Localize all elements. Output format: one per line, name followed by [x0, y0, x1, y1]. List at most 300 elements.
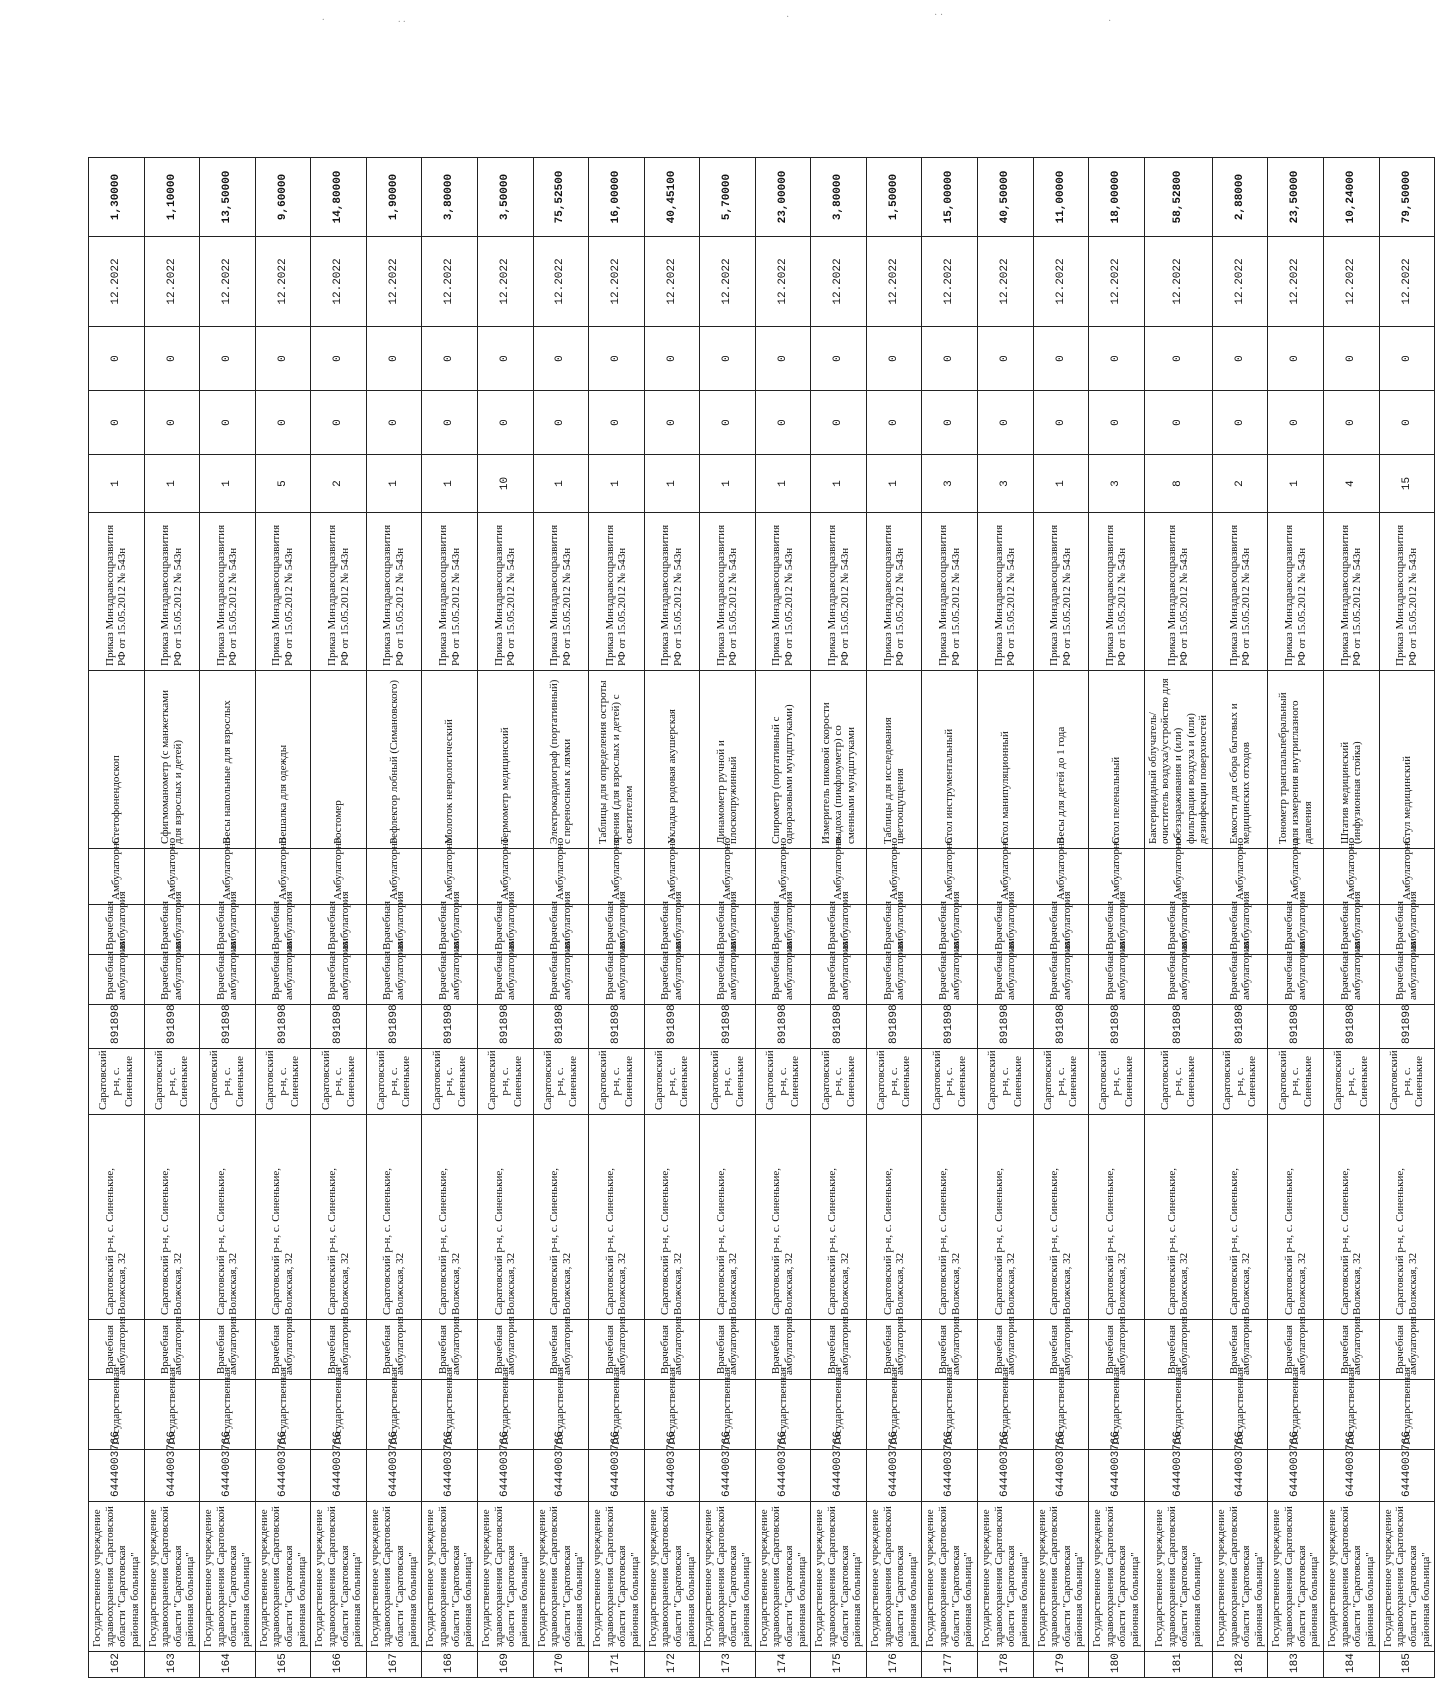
cell-row-number: 174: [755, 1652, 811, 1678]
cell-settlement-code: 891898: [644, 1005, 700, 1049]
cell-regulation-ref: Приказ Минздравсоцразвития РФ от 15.05.2012 № 543н: [477, 513, 533, 671]
cell-value-1: 0: [700, 391, 756, 455]
table-row: [755, 158, 811, 1678]
cell-settlement-code: 891898: [366, 1005, 422, 1049]
cell-inn-code: 6444003766: [144, 1450, 200, 1502]
cell-equipment-name: Ростомер: [311, 671, 367, 849]
table-row: [89, 158, 145, 1678]
cell-institution-name: Государственное учреждение здравоохранения Саратовской области "Саратовская районная больница": [255, 1502, 311, 1652]
cell-ownership-type: Государственная: [1089, 1380, 1145, 1450]
cell-quantity: 1: [589, 455, 645, 513]
cell-structure-type: Врачебная амбулатория: [755, 905, 811, 955]
cell-quantity: 1: [422, 455, 478, 513]
cell-care-conditions: Амбулаторно: [533, 849, 589, 905]
cell-locality: Саратовский р-н, с. Синенькие: [144, 1049, 200, 1115]
cell-value-2: 0: [533, 327, 589, 391]
cell-inn-code: 6444003766: [1212, 1450, 1268, 1502]
cell-cost: 15,00000: [922, 158, 978, 237]
cell-regulation-ref: Приказ Минздравсоцразвития РФ от 15.05.2012 № 543н: [1144, 513, 1212, 671]
cell-inn-code: 6444003766: [1033, 1450, 1089, 1502]
cell-inn-code: 6444003766: [366, 1450, 422, 1502]
cell-inn-code: 6444003766: [1089, 1450, 1145, 1502]
cell-equipment-name: Тонометр транспальпебральный для измерения внутриглазного давления: [1268, 671, 1324, 849]
cell-row-number: 172: [644, 1652, 700, 1678]
cell-equipment-name: Бактерицидный облучатель/очиститель воздуха/устройство для обеззараживания и (или) фильтрации воздуха и (или) дезинфекции поверхностей: [1144, 671, 1212, 849]
cell-unit-type: Врачебная амбулатория: [255, 1320, 311, 1380]
cell-structure-type: Врачебная амбулатория: [1033, 905, 1089, 955]
cell-structure-type: Врачебная амбулатория: [1324, 905, 1380, 955]
cell-settlement-code: 891898: [311, 1005, 367, 1049]
cell-settlement-code: 891898: [200, 1005, 256, 1049]
cell-institution-name: Государственное учреждение здравоохранения Саратовской области "Саратовская районная больница": [1089, 1502, 1145, 1652]
cell-row-number: 166: [311, 1652, 367, 1678]
cell-address: Саратовский р-н, с. Синенькие, Волжская, 32: [533, 1115, 589, 1320]
cell-date: 12.2022: [1089, 237, 1145, 327]
cell-equipment-name: Укладка родовая акушерская: [644, 671, 700, 849]
cell-address: Саратовский р-н, с. Синенькие, Волжская, 32: [1379, 1115, 1435, 1320]
cell-inn-code: 6444003766: [644, 1450, 700, 1502]
cell-equipment-name: Емкости для сбора бытовых и медицинских отходов: [1212, 671, 1268, 849]
cell-regulation-ref: Приказ Минздравсоцразвития РФ от 15.05.2012 № 543н: [700, 513, 756, 671]
cell-date: 12.2022: [200, 237, 256, 327]
cell-row-number: 167: [366, 1652, 422, 1678]
cell-date: 12.2022: [311, 237, 367, 327]
cell-cost: 16,00000: [589, 158, 645, 237]
cell-value-2: 0: [366, 327, 422, 391]
cell-value-1: 0: [200, 391, 256, 455]
equipment-table: [88, 157, 1435, 1678]
cell-regulation-ref: Приказ Минздравсоцразвития РФ от 15.05.2012 № 543н: [922, 513, 978, 671]
cell-quantity: 15: [1379, 455, 1435, 513]
cell-ownership-type: Государственная: [589, 1380, 645, 1450]
cell-value-1: 0: [644, 391, 700, 455]
cell-equipment-name: Стул медицинский: [1379, 671, 1435, 849]
cell-inn-code: 6444003766: [866, 1450, 922, 1502]
cell-cost: 13,50000: [200, 158, 256, 237]
cell-address: Саратовский р-н, с. Синенькие, Волжская, 32: [255, 1115, 311, 1320]
cell-locality: Саратовский р-н, с. Синенькие: [1033, 1049, 1089, 1115]
cell-settlement-code: 891898: [1033, 1005, 1089, 1049]
table-row: [644, 158, 700, 1678]
cell-value-2: 0: [477, 327, 533, 391]
cell-settlement-code: 891898: [533, 1005, 589, 1049]
cell-regulation-ref: Приказ Минздравсоцразвития РФ от 15.05.2012 № 543н: [1212, 513, 1268, 671]
cell-value-2: 0: [700, 327, 756, 391]
cell-ownership-type: Государственная: [366, 1380, 422, 1450]
cell-facility-type: Врачебная амбулатория: [589, 955, 645, 1005]
scan-speck: . .: [398, 14, 406, 25]
cell-regulation-ref: Приказ Минздравсоцразвития РФ от 15.05.2012 № 543н: [1379, 513, 1435, 671]
cell-locality: Саратовский р-н, с. Синенькие: [422, 1049, 478, 1115]
cell-unit-type: Врачебная амбулатория: [144, 1320, 200, 1380]
cell-locality: Саратовский р-н, с. Синенькие: [811, 1049, 867, 1115]
cell-unit-type: Врачебная амбулатория: [422, 1320, 478, 1380]
cell-institution-name: Государственное учреждение здравоохранения Саратовской области "Саратовская районная больница": [755, 1502, 811, 1652]
cell-value-1: 0: [422, 391, 478, 455]
cell-row-number: 162: [89, 1652, 145, 1678]
cell-quantity: 1: [200, 455, 256, 513]
cell-facility-type: Врачебная амбулатория: [200, 955, 256, 1005]
table-row: [1089, 158, 1145, 1678]
cell-quantity: 1: [755, 455, 811, 513]
cell-institution-name: Государственное учреждение здравоохранения Саратовской области "Саратовская районная больница": [1324, 1502, 1380, 1652]
cell-quantity: 1: [1268, 455, 1324, 513]
cell-settlement-code: 891898: [477, 1005, 533, 1049]
cell-value-2: 0: [644, 327, 700, 391]
cell-settlement-code: 891898: [255, 1005, 311, 1049]
cell-cost: 5,70000: [700, 158, 756, 237]
cell-equipment-name: Стол пеленальный: [1089, 671, 1145, 849]
cell-equipment-name: Спирометр (портативный с одноразовыми мундштуками): [755, 671, 811, 849]
cell-institution-name: Государственное учреждение здравоохранения Саратовской области "Саратовская районная больница": [422, 1502, 478, 1652]
cell-locality: Саратовский р-н, с. Синенькие: [533, 1049, 589, 1115]
table-row: [978, 158, 1034, 1678]
cell-value-1: 0: [144, 391, 200, 455]
cell-ownership-type: Государственная: [1268, 1380, 1324, 1450]
scan-speck: .: [322, 12, 325, 23]
cell-cost: 40,45100: [644, 158, 700, 237]
table-row: [477, 158, 533, 1678]
cell-unit-type: Врачебная амбулатория: [1268, 1320, 1324, 1380]
cell-inn-code: 6444003766: [422, 1450, 478, 1502]
cell-institution-name: Государственное учреждение здравоохранения Саратовской области "Саратовская районная больница": [1268, 1502, 1324, 1652]
cell-settlement-code: 891898: [1144, 1005, 1212, 1049]
cell-value-2: 0: [1324, 327, 1380, 391]
scan-speck: · ·: [934, 10, 944, 21]
cell-value-1: 0: [1089, 391, 1145, 455]
cell-regulation-ref: Приказ Минздравсоцразвития РФ от 15.05.2012 № 543н: [811, 513, 867, 671]
cell-value-2: 0: [811, 327, 867, 391]
cell-facility-type: Врачебная амбулатория: [1379, 955, 1435, 1005]
cell-value-2: 0: [89, 327, 145, 391]
cell-value-1: 0: [1324, 391, 1380, 455]
cell-locality: Саратовский р-н, с. Синенькие: [311, 1049, 367, 1115]
cell-cost: 18,00000: [1089, 158, 1145, 237]
cell-value-2: 0: [1033, 327, 1089, 391]
cell-locality: Саратовский р-н, с. Синенькие: [1212, 1049, 1268, 1115]
cell-regulation-ref: Приказ Минздравсоцразвития РФ от 15.05.2012 № 543н: [866, 513, 922, 671]
cell-settlement-code: 891898: [866, 1005, 922, 1049]
cell-row-number: 178: [978, 1652, 1034, 1678]
cell-date: 12.2022: [589, 237, 645, 327]
cell-address: Саратовский р-н, с. Синенькие, Волжская, 32: [922, 1115, 978, 1320]
cell-address: Саратовский р-н, с. Синенькие, Волжская, 32: [755, 1115, 811, 1320]
cell-ownership-type: Государственная: [1324, 1380, 1380, 1450]
table-row: [200, 158, 256, 1678]
cell-structure-type: Врачебная амбулатория: [422, 905, 478, 955]
cell-regulation-ref: Приказ Минздравсоцразвития РФ от 15.05.2012 № 543н: [533, 513, 589, 671]
table-row: [1212, 158, 1268, 1678]
cell-regulation-ref: Приказ Минздравсоцразвития РФ от 15.05.2012 № 543н: [589, 513, 645, 671]
cell-value-2: 0: [1212, 327, 1268, 391]
cell-quantity: 1: [811, 455, 867, 513]
cell-value-2: 0: [422, 327, 478, 391]
cell-institution-name: Государственное учреждение здравоохранения Саратовской области "Саратовская районная больница": [1379, 1502, 1435, 1652]
cell-row-number: 170: [533, 1652, 589, 1678]
cell-locality: Саратовский р-н, с. Синенькие: [1144, 1049, 1212, 1115]
scan-speck: ·: [1108, 16, 1112, 27]
cell-inn-code: 6444003766: [255, 1450, 311, 1502]
cell-structure-type: Врачебная амбулатория: [700, 905, 756, 955]
cell-regulation-ref: Приказ Минздравсоцразвития РФ от 15.05.2012 № 543н: [89, 513, 145, 671]
cell-unit-type: Врачебная амбулатория: [1144, 1320, 1212, 1380]
cell-ownership-type: Государственная: [1379, 1380, 1435, 1450]
cell-quantity: 3: [1089, 455, 1145, 513]
cell-date: 12.2022: [922, 237, 978, 327]
cell-locality: Саратовский р-н, с. Синенькие: [477, 1049, 533, 1115]
cell-address: Саратовский р-н, с. Синенькие, Волжская, 32: [200, 1115, 256, 1320]
cell-quantity: 5: [255, 455, 311, 513]
cell-value-1: 0: [978, 391, 1034, 455]
cell-date: 12.2022: [1033, 237, 1089, 327]
cell-equipment-name: Таблицы для исследования цветоощущения: [866, 671, 922, 849]
cell-quantity: 1: [700, 455, 756, 513]
cell-care-conditions: Амбулаторно: [366, 849, 422, 905]
cell-unit-type: Врачебная амбулатория: [533, 1320, 589, 1380]
cell-settlement-code: 891898: [589, 1005, 645, 1049]
cell-structure-type: Врачебная амбулатория: [366, 905, 422, 955]
cell-ownership-type: Государственная: [533, 1380, 589, 1450]
cell-quantity: 2: [1212, 455, 1268, 513]
cell-facility-type: Врачебная амбулатория: [1033, 955, 1089, 1005]
cell-ownership-type: Государственная: [200, 1380, 256, 1450]
cell-unit-type: Врачебная амбулатория: [811, 1320, 867, 1380]
cell-address: Саратовский р-н, с. Синенькие, Волжская, 32: [589, 1115, 645, 1320]
cell-date: 12.2022: [1268, 237, 1324, 327]
cell-date: 12.2022: [477, 237, 533, 327]
cell-care-conditions: Амбулаторно: [1089, 849, 1145, 905]
cell-care-conditions: Амбулаторно: [1324, 849, 1380, 905]
cell-cost: 9,60000: [255, 158, 311, 237]
cell-regulation-ref: Приказ Минздравсоцразвития РФ от 15.05.2012 № 543н: [755, 513, 811, 671]
cell-regulation-ref: Приказ Минздравсоцразвития РФ от 15.05.2012 № 543н: [1268, 513, 1324, 671]
cell-care-conditions: Амбулаторно: [1212, 849, 1268, 905]
cell-care-conditions: Амбулаторно: [200, 849, 256, 905]
cell-cost: 10,24000: [1324, 158, 1380, 237]
cell-quantity: 1: [644, 455, 700, 513]
cell-settlement-code: 891898: [144, 1005, 200, 1049]
cell-regulation-ref: Приказ Минздравсоцразвития РФ от 15.05.2012 № 543н: [255, 513, 311, 671]
cell-value-1: 0: [1144, 391, 1212, 455]
cell-date: 12.2022: [144, 237, 200, 327]
cell-ownership-type: Государственная: [922, 1380, 978, 1450]
cell-quantity: 1: [89, 455, 145, 513]
table-row: [311, 158, 367, 1678]
cell-date: 12.2022: [866, 237, 922, 327]
cell-care-conditions: Амбулаторно: [978, 849, 1034, 905]
cell-inn-code: 6444003766: [89, 1450, 145, 1502]
cell-institution-name: Государственное учреждение здравоохранения Саратовской области "Саратовская районная больница": [1212, 1502, 1268, 1652]
cell-value-1: 0: [533, 391, 589, 455]
cell-unit-type: Врачебная амбулатория: [311, 1320, 367, 1380]
cell-care-conditions: Амбулаторно: [589, 849, 645, 905]
cell-cost: 23,00000: [755, 158, 811, 237]
cell-value-2: 0: [866, 327, 922, 391]
cell-structure-type: Врачебная амбулатория: [1144, 905, 1212, 955]
cell-locality: Саратовский р-н, с. Синенькие: [978, 1049, 1034, 1115]
cell-address: Саратовский р-н, с. Синенькие, Волжская, 32: [644, 1115, 700, 1320]
cell-value-1: 0: [922, 391, 978, 455]
cell-inn-code: 6444003766: [755, 1450, 811, 1502]
cell-locality: Саратовский р-н, с. Синенькие: [255, 1049, 311, 1115]
cell-address: Саратовский р-н, с. Синенькие, Волжская, 32: [366, 1115, 422, 1320]
cell-inn-code: 6444003766: [1324, 1450, 1380, 1502]
table-row: [1268, 158, 1324, 1678]
cell-inn-code: 6444003766: [200, 1450, 256, 1502]
cell-cost: 3,80000: [422, 158, 478, 237]
table-row: [533, 158, 589, 1678]
cell-care-conditions: Амбулаторно: [1268, 849, 1324, 905]
cell-unit-type: Врачебная амбулатория: [366, 1320, 422, 1380]
cell-address: Саратовский р-н, с. Синенькие, Волжская, 32: [89, 1115, 145, 1320]
cell-value-1: 0: [866, 391, 922, 455]
cell-equipment-name: Таблицы для определения остроты зрения (для взрослых и детей) с осветителем: [589, 671, 645, 849]
cell-facility-type: Врачебная амбулатория: [255, 955, 311, 1005]
cell-address: Саратовский р-н, с. Синенькие, Волжская, 32: [1212, 1115, 1268, 1320]
cell-row-number: 182: [1212, 1652, 1268, 1678]
cell-equipment-name: Сфигмоманометр (с манжетками для взрослых и детей): [144, 671, 200, 849]
cell-quantity: 3: [922, 455, 978, 513]
cell-regulation-ref: Приказ Минздравсоцразвития РФ от 15.05.2012 № 543н: [422, 513, 478, 671]
cell-unit-type: Врачебная амбулатория: [1033, 1320, 1089, 1380]
cell-facility-type: Врачебная амбулатория: [1144, 955, 1212, 1005]
cell-inn-code: 6444003766: [589, 1450, 645, 1502]
cell-ownership-type: Государственная: [866, 1380, 922, 1450]
table-row: [922, 158, 978, 1678]
cell-quantity: 4: [1324, 455, 1380, 513]
cell-inn-code: 6444003766: [811, 1450, 867, 1502]
cell-quantity: 1: [866, 455, 922, 513]
cell-facility-type: Врачебная амбулатория: [1089, 955, 1145, 1005]
cell-date: 12.2022: [533, 237, 589, 327]
table-row: [1379, 158, 1435, 1678]
cell-inn-code: 6444003766: [533, 1450, 589, 1502]
cell-unit-type: Врачебная амбулатория: [1089, 1320, 1145, 1380]
cell-cost: 1,90000: [366, 158, 422, 237]
cell-cost: 1,30000: [89, 158, 145, 237]
cell-ownership-type: Государственная: [89, 1380, 145, 1450]
cell-inn-code: 6444003766: [978, 1450, 1034, 1502]
cell-care-conditions: Амбулаторно: [144, 849, 200, 905]
cell-facility-type: Врачебная амбулатория: [144, 955, 200, 1005]
cell-value-2: 0: [255, 327, 311, 391]
cell-ownership-type: Государственная: [311, 1380, 367, 1450]
cell-settlement-code: 891898: [755, 1005, 811, 1049]
table-row: [1144, 158, 1212, 1678]
cell-value-2: 0: [200, 327, 256, 391]
cell-settlement-code: 891898: [700, 1005, 756, 1049]
cell-value-2: 0: [1268, 327, 1324, 391]
cell-value-2: 0: [1379, 327, 1435, 391]
cell-care-conditions: Амбулаторно: [644, 849, 700, 905]
cell-locality: Саратовский р-н, с. Синенькие: [1089, 1049, 1145, 1115]
cell-institution-name: Государственное учреждение здравоохранения Саратовской области "Саратовская районная больница": [366, 1502, 422, 1652]
cell-facility-type: Врачебная амбулатория: [866, 955, 922, 1005]
cell-value-1: 0: [1379, 391, 1435, 455]
cell-date: 12.2022: [978, 237, 1034, 327]
cell-structure-type: Врачебная амбулатория: [144, 905, 200, 955]
cell-unit-type: Врачебная амбулатория: [89, 1320, 145, 1380]
cell-unit-type: Врачебная амбулатория: [866, 1320, 922, 1380]
cell-structure-type: Врачебная амбулатория: [255, 905, 311, 955]
cell-value-1: 0: [589, 391, 645, 455]
cell-row-number: 185: [1379, 1652, 1435, 1678]
cell-value-1: 0: [477, 391, 533, 455]
cell-structure-type: Врачебная амбулатория: [589, 905, 645, 955]
cell-cost: 40,50000: [978, 158, 1034, 237]
cell-institution-name: Государственное учреждение здравоохранения Саратовской области "Саратовская районная больница": [1144, 1502, 1212, 1652]
cell-institution-name: Государственное учреждение здравоохранения Саратовской области "Саратовская районная больница": [89, 1502, 145, 1652]
table-body: [89, 158, 1435, 1678]
cell-date: 12.2022: [255, 237, 311, 327]
cell-value-2: 0: [311, 327, 367, 391]
cell-date: 12.2022: [89, 237, 145, 327]
cell-ownership-type: Государственная: [755, 1380, 811, 1450]
cell-value-2: 0: [978, 327, 1034, 391]
cell-quantity: 1: [1033, 455, 1089, 513]
cell-ownership-type: Государственная: [978, 1380, 1034, 1450]
cell-date: 12.2022: [811, 237, 867, 327]
cell-institution-name: Государственное учреждение здравоохранения Саратовской области "Саратовская районная больница": [589, 1502, 645, 1652]
cell-institution-name: Государственное учреждение здравоохранения Саратовской области "Саратовская районная больница": [978, 1502, 1034, 1652]
cell-cost: 79,50000: [1379, 158, 1435, 237]
cell-value-2: 0: [922, 327, 978, 391]
cell-regulation-ref: Приказ Минздравсоцразвития РФ от 15.05.2012 № 543н: [200, 513, 256, 671]
cell-institution-name: Государственное учреждение здравоохранения Саратовской области "Саратовская районная больница": [866, 1502, 922, 1652]
cell-row-number: 175: [811, 1652, 867, 1678]
cell-cost: 2,88000: [1212, 158, 1268, 237]
cell-address: Саратовский р-н, с. Синенькие, Волжская, 32: [144, 1115, 200, 1320]
cell-ownership-type: Государственная: [477, 1380, 533, 1450]
cell-care-conditions: Амбулаторно: [755, 849, 811, 905]
cell-institution-name: Государственное учреждение здравоохранения Саратовской области "Саратовская районная больница": [144, 1502, 200, 1652]
table-row: [1033, 158, 1089, 1678]
cell-inn-code: 6444003766: [1268, 1450, 1324, 1502]
cell-equipment-name: Электрокардиограф (портативный) с переносным к лямки: [533, 671, 589, 849]
cell-facility-type: Врачебная амбулатория: [422, 955, 478, 1005]
cell-equipment-name: Динамометр ручной и плоскопружинный: [700, 671, 756, 849]
cell-quantity: 1: [366, 455, 422, 513]
cell-inn-code: 6444003766: [1144, 1450, 1212, 1502]
cell-facility-type: Врачебная амбулатория: [533, 955, 589, 1005]
cell-locality: Саратовский р-н, с. Синенькие: [589, 1049, 645, 1115]
cell-locality: Саратовский р-н, с. Синенькие: [644, 1049, 700, 1115]
cell-institution-name: Государственное учреждение здравоохранения Саратовской области "Саратовская районная больница": [311, 1502, 367, 1652]
cell-value-1: 0: [1268, 391, 1324, 455]
cell-facility-type: Врачебная амбулатория: [922, 955, 978, 1005]
cell-care-conditions: Амбулаторно: [811, 849, 867, 905]
cell-address: Саратовский р-н, с. Синенькие, Волжская, 32: [311, 1115, 367, 1320]
cell-structure-type: Врачебная амбулатория: [477, 905, 533, 955]
table-row: [700, 158, 756, 1678]
cell-care-conditions: Амбулаторно: [700, 849, 756, 905]
cell-regulation-ref: Приказ Минздравсоцразвития РФ от 15.05.2012 № 543н: [1033, 513, 1089, 671]
cell-unit-type: Врачебная амбулатория: [477, 1320, 533, 1380]
cell-ownership-type: Государственная: [1033, 1380, 1089, 1450]
cell-ownership-type: Государственная: [144, 1380, 200, 1450]
cell-facility-type: Врачебная амбулатория: [978, 955, 1034, 1005]
cell-locality: Саратовский р-н, с. Синенькие: [1324, 1049, 1380, 1115]
cell-row-number: 180: [1089, 1652, 1145, 1678]
cell-cost: 1,10000: [144, 158, 200, 237]
cell-facility-type: Врачебная амбулатория: [1268, 955, 1324, 1005]
cell-value-2: 0: [1089, 327, 1145, 391]
cell-quantity: 1: [533, 455, 589, 513]
cell-cost: 3,80000: [811, 158, 867, 237]
cell-value-1: 0: [255, 391, 311, 455]
cell-locality: Саратовский р-н, с. Синенькие: [1379, 1049, 1435, 1115]
cell-unit-type: Врачебная амбулатория: [589, 1320, 645, 1380]
